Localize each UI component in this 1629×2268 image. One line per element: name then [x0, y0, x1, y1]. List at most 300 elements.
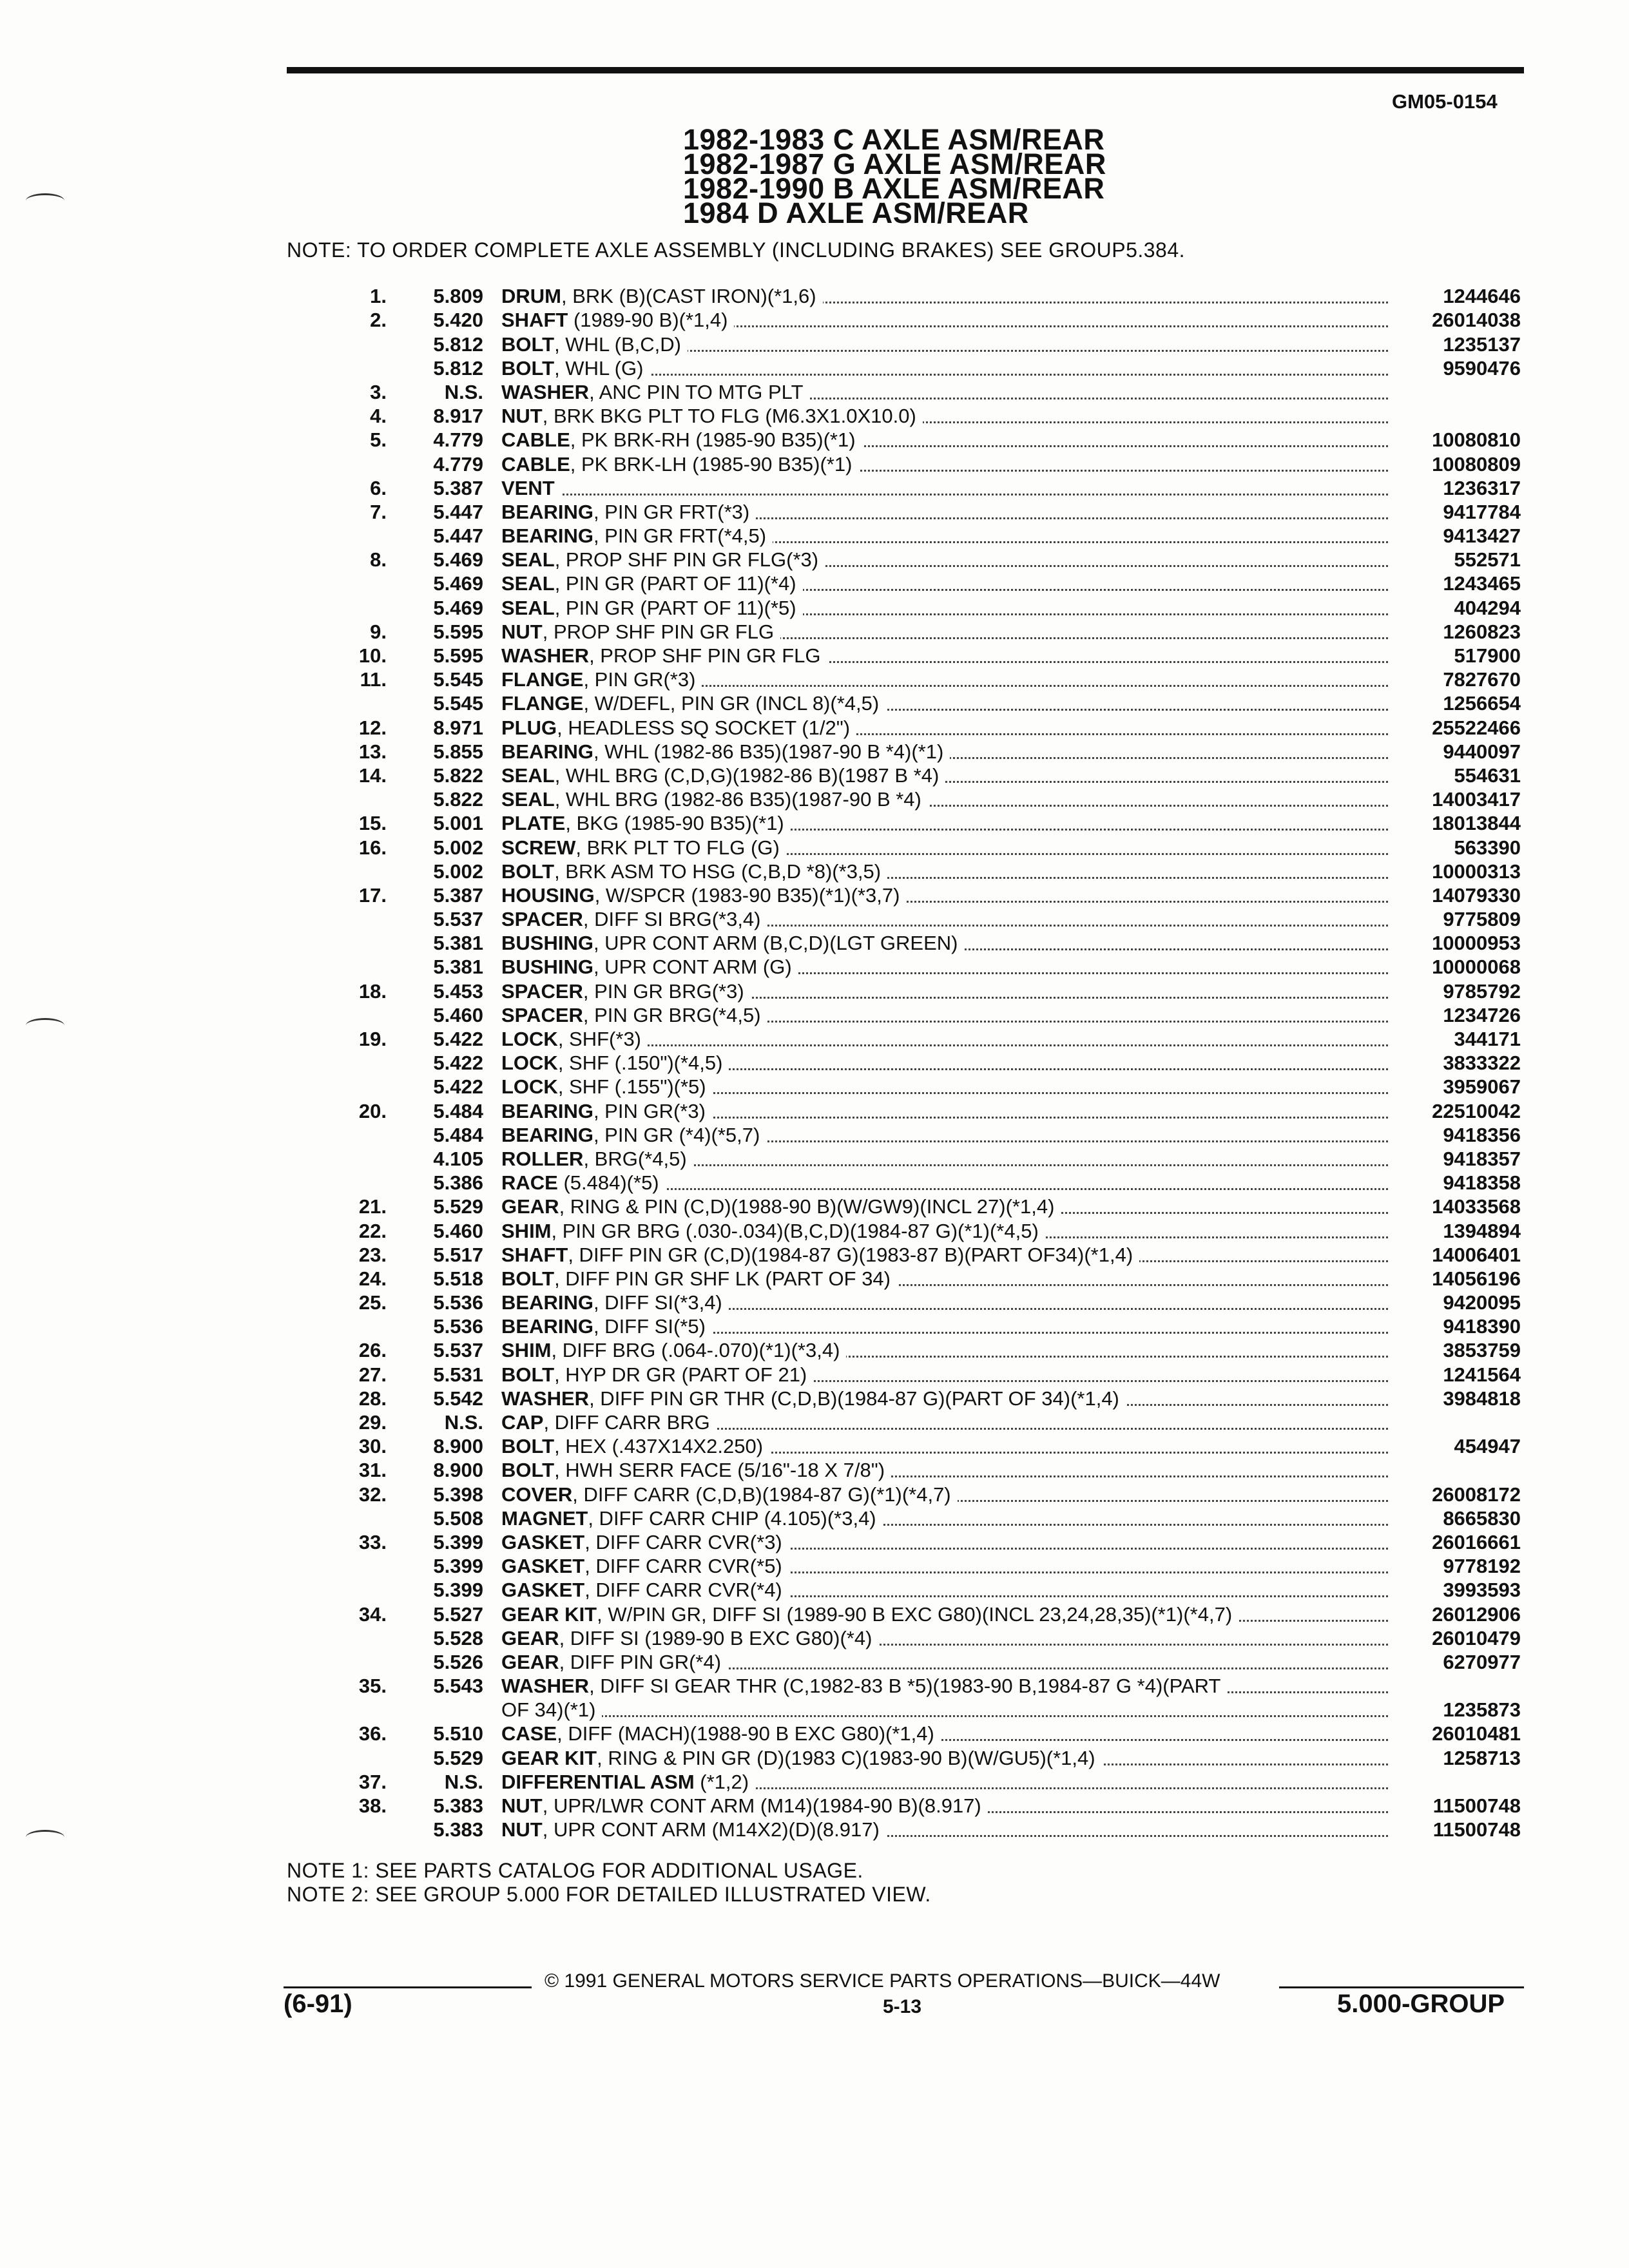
part-number: 517900 — [1454, 644, 1521, 667]
part-detail: , PIN GR FRT(*3) — [593, 500, 750, 523]
part-row — [335, 1481, 1521, 1505]
part-name: NUT — [501, 620, 543, 643]
item-number: 22. — [358, 1219, 387, 1242]
part-number: 26010479 — [1432, 1626, 1521, 1649]
part-description — [501, 285, 1392, 307]
part-detail: , UPR CONT ARM (G) — [593, 956, 792, 979]
description-text — [501, 1100, 712, 1122]
part-name: BUSHING — [501, 932, 593, 955]
part-detail: , DIFF CARR (C,D,B)(1984-87 G)(*1)(*4,7) — [572, 1483, 951, 1506]
part-description — [501, 405, 1392, 427]
group-number: 5.398 — [433, 1483, 483, 1506]
part-number: 1234726 — [1443, 1003, 1521, 1026]
part-number: 10080810 — [1432, 428, 1521, 452]
item-number: 15. — [358, 812, 387, 835]
part-detail: , PK BRK-RH (1985-90 B35)(*1) — [570, 428, 856, 452]
group-number: 5.536 — [433, 1315, 483, 1338]
part-name: BEARING — [501, 524, 593, 548]
group-number: 5.812 — [433, 356, 483, 380]
part-row — [335, 643, 1521, 667]
part-description — [501, 860, 1392, 883]
part-description — [501, 1507, 1392, 1530]
part-number: 344171 — [1454, 1028, 1521, 1050]
part-number: 3959067 — [1443, 1075, 1521, 1099]
part-description — [501, 1747, 1392, 1769]
part-detail: , BRK (B)(CAST IRON)(*1,6) — [561, 285, 816, 308]
punch-hole-mark — [26, 1018, 64, 1033]
group-number: 4.779 — [433, 428, 483, 452]
part-detail: , HEADLESS SQ SOCKET (1/2") — [557, 716, 851, 739]
part-description — [501, 1028, 1392, 1050]
group-number: 5.508 — [433, 1506, 483, 1530]
part-row — [335, 1769, 1521, 1793]
description-text — [501, 1579, 789, 1601]
part-number: 7827670 — [1443, 668, 1521, 691]
part-detail: , WHL BRG (1982-86 B35)(1987-90 B *4) — [554, 788, 921, 811]
part-number: 563390 — [1454, 836, 1521, 859]
part-row — [335, 1673, 1521, 1697]
description-text — [501, 1698, 602, 1721]
part-name: WASHER — [501, 1387, 590, 1410]
part-row — [335, 1074, 1521, 1098]
group-number: 5.001 — [433, 812, 483, 835]
part-name: VENT — [501, 476, 555, 499]
group-number: 5.518 — [433, 1267, 483, 1290]
part-detail: , PROP SHF PIN GR FLG — [542, 620, 775, 643]
description-text — [501, 453, 858, 476]
part-row — [335, 1601, 1521, 1625]
group-number: 5.387 — [433, 883, 483, 907]
part-description — [501, 1675, 1392, 1697]
part-row — [335, 811, 1521, 834]
part-description — [501, 1483, 1392, 1506]
item-number: 13. — [358, 740, 387, 763]
part-number: 9778192 — [1443, 1555, 1521, 1578]
part-detail: , DIFF SI(*3,4) — [593, 1291, 722, 1314]
copyright-line: © 1991 GENERAL MOTORS SERVICE PARTS OPERATIONS—BUICK—44W — [545, 1970, 1220, 1992]
part-row — [335, 883, 1521, 907]
group-number: 5.460 — [433, 1219, 483, 1242]
description-text — [501, 1267, 897, 1290]
item-number: 7. — [370, 500, 387, 523]
part-row — [335, 1242, 1521, 1266]
part-row — [335, 619, 1521, 643]
part-row — [335, 1218, 1521, 1242]
group-number: 5.595 — [433, 620, 483, 643]
part-row — [335, 380, 1521, 403]
part-row — [335, 1697, 1521, 1721]
part-number: 9785792 — [1443, 979, 1521, 1003]
description-text — [501, 1818, 886, 1841]
part-number: 9590476 — [1443, 356, 1521, 380]
part-detail: , DIFF SI BRG(*3,4) — [583, 908, 761, 931]
part-description — [501, 1267, 1392, 1290]
part-number: 26016661 — [1432, 1530, 1521, 1553]
part-row — [335, 1530, 1521, 1553]
part-detail: , BKG (1985-90 B35)(*1) — [565, 812, 784, 835]
part-name: GASKET — [501, 1579, 585, 1602]
description-text — [501, 932, 964, 954]
description-text — [501, 572, 803, 595]
part-description — [501, 1195, 1392, 1218]
part-row — [335, 1266, 1521, 1290]
part-detail: , DIFF PIN GR (C,D)(1984-87 G)(1983-87 B)(PART OF34)(*1,4) — [568, 1243, 1133, 1266]
description-text — [501, 716, 856, 739]
part-number: 14033568 — [1432, 1195, 1521, 1218]
description-text — [501, 1555, 789, 1577]
part-row — [335, 1098, 1521, 1122]
part-detail: (5.484)(*5) — [557, 1171, 659, 1195]
part-description — [501, 1124, 1392, 1146]
part-description — [501, 524, 1392, 547]
group-number: 5.399 — [433, 1530, 483, 1553]
part-detail: , HEX (.437X14X2.250) — [554, 1435, 764, 1458]
part-row — [335, 427, 1521, 451]
part-name: BOLT — [501, 1267, 555, 1290]
part-number: 9418357 — [1443, 1147, 1521, 1170]
part-row — [335, 1003, 1521, 1026]
group-number: 5.484 — [433, 1099, 483, 1122]
parts-list — [335, 284, 1521, 1841]
part-name: MAGNET — [501, 1506, 588, 1530]
group-number: 5.543 — [433, 1675, 483, 1698]
part-row — [335, 930, 1521, 954]
part-description — [501, 1339, 1392, 1361]
part-description — [501, 357, 1392, 380]
item-number: 35. — [358, 1675, 387, 1698]
item-number: 27. — [358, 1363, 387, 1386]
item-number: 37. — [358, 1770, 387, 1793]
part-row — [335, 499, 1521, 523]
part-number: 552571 — [1454, 548, 1521, 572]
description-text — [501, 405, 923, 427]
group-number: 5.386 — [433, 1171, 483, 1195]
punch-hole-mark — [26, 1830, 64, 1845]
group-number: 5.537 — [433, 908, 483, 931]
part-row — [335, 1410, 1521, 1434]
part-detail: , PK BRK-LH (1985-90 B35)(*1) — [570, 452, 853, 476]
part-description — [501, 764, 1392, 787]
part-row — [335, 1626, 1521, 1649]
item-number: 25. — [358, 1291, 387, 1314]
part-detail: , DIFF SI(*5) — [593, 1315, 706, 1338]
item-number: 29. — [358, 1411, 387, 1434]
part-number: 3984818 — [1443, 1387, 1521, 1410]
group-number: 5.536 — [433, 1291, 483, 1314]
part-description — [501, 428, 1392, 451]
description-text — [501, 1794, 988, 1817]
group-number: N.S. — [444, 380, 483, 403]
part-row — [335, 691, 1521, 715]
description-text — [501, 1651, 728, 1673]
description-text — [501, 381, 810, 403]
footnotes — [287, 1859, 931, 1907]
group-number: 5.595 — [433, 644, 483, 667]
part-detail: , DIFF CARR CHIP (4.105)(*3,4) — [588, 1506, 876, 1530]
part-description — [501, 333, 1392, 356]
part-row — [335, 1649, 1521, 1673]
part-name: DRUM — [501, 285, 561, 308]
part-description — [501, 980, 1392, 1003]
part-description — [501, 1052, 1392, 1074]
part-description — [501, 1387, 1392, 1410]
part-row — [335, 763, 1521, 787]
part-detail: , PIN GR BRG (.030-.034)(B,C,D)(1984-87 G)(*1)(*4,5) — [551, 1219, 1039, 1242]
part-description — [501, 1100, 1392, 1122]
part-name: SEAL — [501, 596, 555, 619]
part-number: 9418356 — [1443, 1123, 1521, 1146]
part-detail: , PIN GR (*4)(*5,7) — [593, 1123, 760, 1146]
part-detail: , RING & PIN GR (D)(1983 C)(1983-90 B)(W/GU5)(*1,4) — [597, 1746, 1095, 1769]
description-text — [501, 1315, 712, 1338]
part-number: 9417784 — [1443, 500, 1521, 523]
part-name: BEARING — [501, 1123, 593, 1146]
part-number: 14056196 — [1432, 1267, 1521, 1290]
part-detail: , PIN GR(*3) — [583, 668, 696, 691]
group-number: 5.855 — [433, 740, 483, 763]
part-name: GEAR — [501, 1626, 559, 1649]
item-number: 16. — [358, 836, 387, 859]
part-row — [335, 1553, 1521, 1577]
part-number: 8665830 — [1443, 1506, 1521, 1530]
group-code: 5.000-GROUP — [1337, 1990, 1505, 2018]
part-row — [335, 1434, 1521, 1457]
part-description — [501, 644, 1392, 667]
part-number: 10000313 — [1432, 860, 1521, 883]
description-text — [501, 1028, 648, 1050]
part-detail: , PROP SHF PIN GR FLG(*3) — [554, 548, 819, 572]
part-description — [501, 309, 1392, 331]
item-number: 30. — [358, 1435, 387, 1458]
part-name: BEARING — [501, 1315, 593, 1338]
group-number: 5.002 — [433, 860, 483, 883]
part-name: WASHER — [501, 644, 590, 667]
part-name: GEAR KIT — [501, 1602, 597, 1626]
part-name: SHAFT — [501, 309, 568, 332]
part-number: 26012906 — [1432, 1602, 1521, 1626]
item-number: 19. — [358, 1028, 387, 1050]
group-number: 5.381 — [433, 932, 483, 955]
footer-rule-right — [1279, 1986, 1524, 1988]
item-number: 36. — [358, 1722, 387, 1745]
description-text — [501, 884, 906, 907]
part-description — [501, 1148, 1392, 1170]
group-number: 8.900 — [433, 1435, 483, 1458]
group-number: 5.517 — [433, 1243, 483, 1266]
part-number: 26014038 — [1432, 309, 1521, 332]
part-name: BEARING — [501, 500, 593, 523]
item-number: 31. — [358, 1459, 387, 1482]
description-text — [501, 644, 827, 667]
part-row — [335, 1457, 1521, 1481]
part-name: BEARING — [501, 1099, 593, 1122]
part-detail: , DIFF CARR BRG — [543, 1411, 710, 1434]
group-number: 5.399 — [433, 1579, 483, 1602]
part-name: DIFFERENTIAL ASM — [501, 1770, 695, 1793]
part-name: GEAR — [501, 1650, 559, 1673]
group-number: 5.537 — [433, 1339, 483, 1362]
part-name: SPACER — [501, 1003, 583, 1026]
part-detail: , PIN GR FRT(*4,5) — [593, 524, 767, 548]
group-number: 8.900 — [433, 1459, 483, 1482]
description-text — [501, 1675, 1227, 1697]
part-detail: , BRK BKG PLT TO FLG (M6.3X1.0X10.0) — [542, 405, 916, 428]
part-name: FLANGE — [501, 668, 584, 691]
footnote: NOTE 1: SEE PARTS CATALOG FOR ADDITIONAL USAGE. — [287, 1859, 863, 1882]
document-id: GM05-0154 — [1392, 90, 1498, 113]
description-text — [501, 908, 767, 930]
part-description — [501, 932, 1392, 954]
dot-leader — [501, 1715, 1388, 1717]
description-text — [501, 309, 734, 331]
part-row — [335, 1577, 1521, 1601]
part-row — [335, 859, 1521, 883]
page-number: 5-13 — [883, 1996, 922, 2017]
part-name: CASE — [501, 1722, 557, 1745]
part-number: 1243465 — [1443, 572, 1521, 595]
part-row — [335, 978, 1521, 1002]
description-text — [501, 285, 823, 307]
item-number: 28. — [358, 1387, 387, 1410]
part-description — [501, 956, 1392, 978]
part-name: NUT — [501, 405, 543, 428]
part-name: SEAL — [501, 548, 555, 572]
part-number: 14006401 — [1432, 1243, 1521, 1266]
group-number: 5.526 — [433, 1650, 483, 1673]
group-number: 5.510 — [433, 1722, 483, 1745]
part-description — [501, 1651, 1392, 1673]
part-description — [501, 1435, 1392, 1457]
description-text — [501, 1171, 666, 1194]
part-description — [501, 1171, 1392, 1194]
part-detail: , DIFF SI GEAR THR (C,1982-83 B *5)(1983-90 B,1984-87 G *4)(PART — [589, 1675, 1221, 1698]
part-number: 14079330 — [1432, 883, 1521, 907]
part-number: 9440097 — [1443, 740, 1521, 763]
part-description — [501, 908, 1392, 930]
title-line: 1982-1990 B AXLE ASM/REAR — [683, 172, 1105, 205]
part-name: GASKET — [501, 1530, 585, 1553]
description-text — [501, 1722, 941, 1745]
part-detail: , SHF (.150")(*4,5) — [557, 1052, 723, 1075]
description-text — [501, 501, 756, 523]
item-number: 2. — [370, 309, 387, 332]
part-number: 11500748 — [1432, 1794, 1521, 1817]
part-detail: , WHL BRG (C,D,G)(1982-86 B)(1987 B *4) — [554, 764, 940, 787]
part-detail: , UPR/LWR CONT ARM (M14)(1984-90 B)(8.917) — [542, 1794, 981, 1817]
part-description — [501, 1555, 1392, 1577]
part-row — [335, 356, 1521, 380]
part-name: FLANGE — [501, 692, 584, 715]
part-row — [335, 1386, 1521, 1410]
part-detail: , DIFF PIN GR(*4) — [559, 1650, 722, 1673]
item-number: 26. — [358, 1339, 387, 1362]
part-description — [501, 836, 1392, 859]
description-text — [501, 357, 650, 380]
part-detail: , PIN GR (PART OF 11)(*5) — [554, 596, 796, 619]
part-row — [335, 1506, 1521, 1530]
part-row — [335, 1745, 1521, 1769]
group-number: 5.453 — [433, 979, 483, 1003]
description-text — [501, 1603, 1239, 1626]
group-number: N.S. — [444, 1411, 483, 1434]
part-number: 9418390 — [1443, 1315, 1521, 1338]
part-name: GASKET — [501, 1555, 585, 1578]
description-text — [501, 956, 798, 978]
description-text — [501, 1244, 1139, 1266]
part-detail: , BRG(*4,5) — [583, 1147, 687, 1170]
part-row — [335, 284, 1521, 307]
item-number: 9. — [370, 620, 387, 643]
part-description — [501, 1579, 1392, 1601]
group-number: 5.484 — [433, 1123, 483, 1146]
description-text — [501, 1291, 729, 1314]
punch-hole-mark — [26, 193, 64, 208]
part-row — [335, 1146, 1521, 1170]
part-row — [335, 595, 1521, 619]
item-number: 33. — [358, 1530, 387, 1553]
part-number: 1244646 — [1443, 285, 1521, 308]
part-number: 1394894 — [1443, 1219, 1521, 1242]
part-number: 9775809 — [1443, 908, 1521, 931]
group-number: 5.527 — [433, 1602, 483, 1626]
group-number: 5.469 — [433, 548, 483, 572]
title-line: 1984 D AXLE ASM/REAR — [683, 197, 1029, 229]
part-description — [501, 572, 1392, 595]
part-number: 9413427 — [1443, 524, 1521, 548]
group-number: 5.528 — [433, 1626, 483, 1649]
part-description — [501, 1722, 1392, 1745]
part-number: 3993593 — [1443, 1579, 1521, 1602]
item-number: 4. — [370, 405, 387, 428]
group-number: 4.779 — [433, 452, 483, 476]
part-name: CAP — [501, 1411, 544, 1434]
group-number: 5.529 — [433, 1195, 483, 1218]
item-number: 21. — [358, 1195, 387, 1218]
group-number: 5.387 — [433, 476, 483, 499]
description-text — [501, 1771, 755, 1793]
date-code: (6-91) — [284, 1990, 352, 2018]
part-number: 10000953 — [1432, 932, 1521, 955]
part-detail: OF 34)(*1) — [501, 1698, 596, 1722]
part-detail: , WHL (1982-86 B35)(1987-90 B *4)(*1) — [593, 740, 944, 763]
title-line: 1982-1983 C AXLE ASM/REAR — [683, 123, 1105, 156]
part-row — [335, 1290, 1521, 1314]
part-name: ROLLER — [501, 1147, 584, 1170]
part-detail: , RING & PIN (C,D)(1988-90 B)(W/GW9)(INCL 27)(*1,4) — [559, 1195, 1055, 1218]
group-number: 5.545 — [433, 692, 483, 715]
part-description — [501, 1603, 1392, 1626]
item-number: 14. — [358, 764, 387, 787]
item-number: 38. — [358, 1794, 387, 1817]
group-number: 5.531 — [433, 1363, 483, 1386]
part-detail: , HWH SERR FACE (5/16"-18 X 7/8") — [554, 1459, 885, 1482]
item-number: 3. — [370, 380, 387, 403]
part-detail: , DIFF SI (1989-90 B EXC G80)(*4) — [559, 1626, 872, 1649]
part-row — [335, 1793, 1521, 1817]
part-name: BEARING — [501, 740, 593, 763]
part-description — [501, 668, 1392, 691]
description-text — [501, 1387, 1126, 1410]
item-number: 8. — [370, 548, 387, 572]
item-number: 23. — [358, 1243, 387, 1266]
item-number: 20. — [358, 1099, 387, 1122]
footnote: NOTE 2: SEE GROUP 5.000 FOR DETAILED ILLUSTRATED VIEW. — [287, 1883, 931, 1906]
part-name: SCREW — [501, 836, 576, 859]
footer-rule-left — [284, 1986, 532, 1988]
part-detail: , WHL (G) — [554, 356, 644, 380]
part-name: BOLT — [501, 1459, 555, 1482]
part-description — [501, 1291, 1392, 1314]
